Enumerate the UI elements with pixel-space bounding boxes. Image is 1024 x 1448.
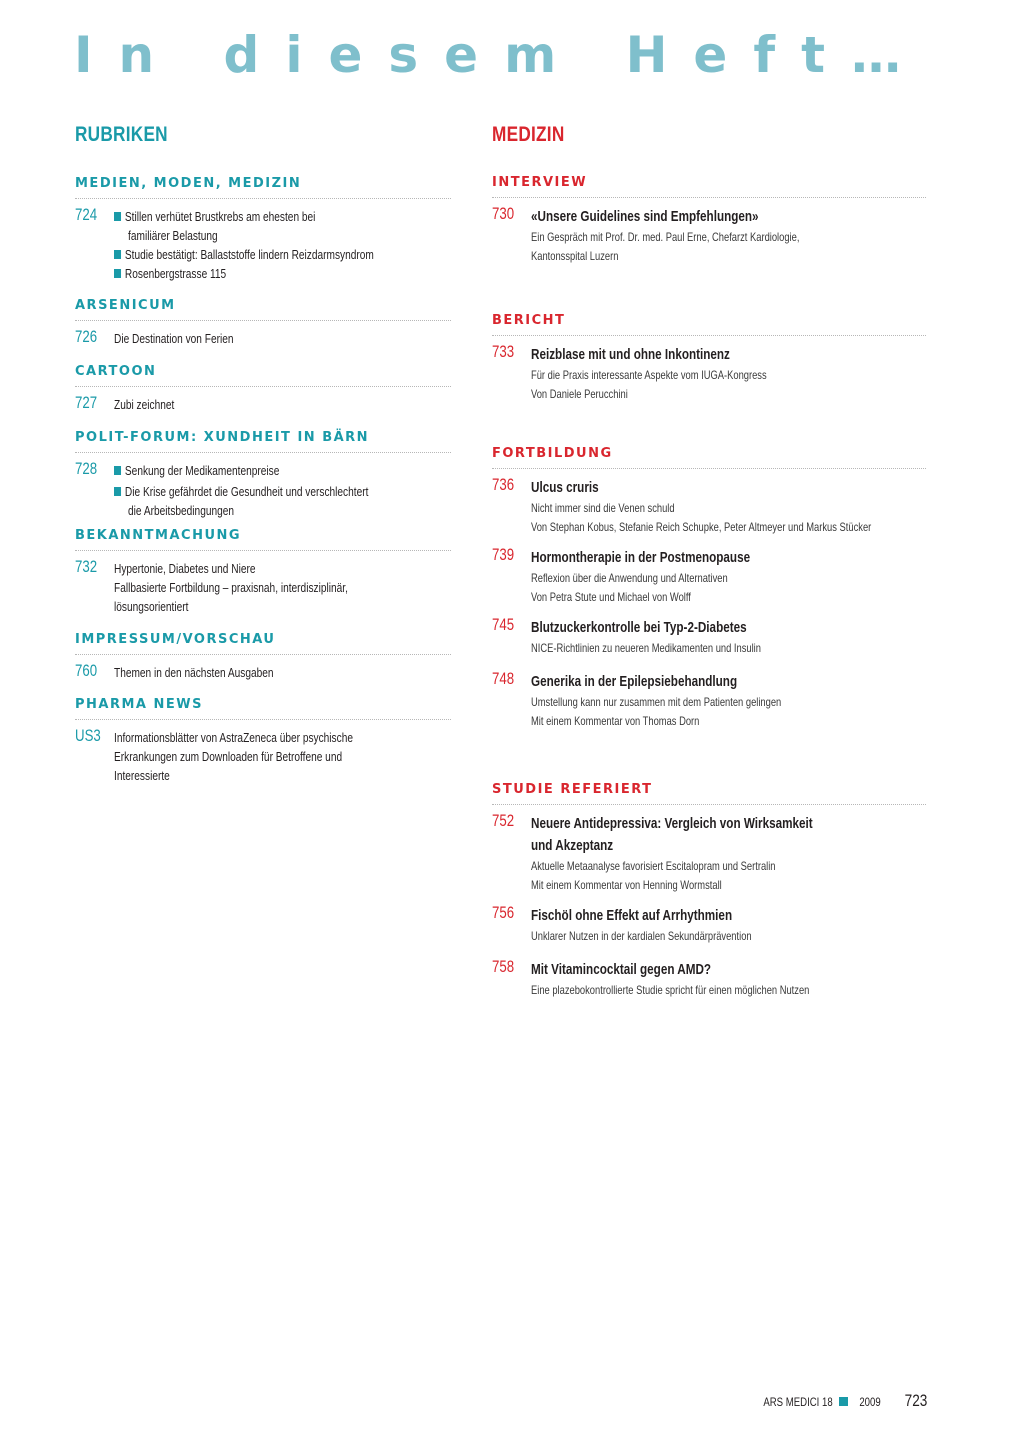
rubriken-heading: RUBRIKEN [75, 123, 168, 146]
entry-subline: Von Daniele Perucchini [531, 387, 628, 401]
section-bekanntmachung [75, 528, 451, 616]
entry-subline: Reflexion über die Anwendung und Alternativen [531, 571, 728, 585]
page-number: 727 [75, 393, 98, 412]
journal-name: ARS MEDICI 18 [763, 1395, 833, 1409]
entry-subline: Von Stephan Kobus, Stefanie Reich Schupke, Peter Altmeyer und Markus Stücker [531, 520, 872, 534]
page-number-footer: 723 [904, 1391, 927, 1410]
page-number: 733 [492, 342, 515, 361]
page-number: 752 [492, 811, 515, 830]
page-footer [746, 1391, 927, 1412]
page-number: 756 [492, 903, 515, 922]
bullet-square-icon [114, 269, 121, 278]
entry-subline: Unklarer Nutzen in der kardialen Sekundärprävention [531, 929, 752, 943]
section-interview [492, 175, 926, 266]
entry-line: Themen in den nächsten Ausgaben [114, 665, 274, 680]
entry-line: familiärer Belastung [128, 228, 218, 243]
entry-title: Reizblase mit und ohne Inkontinenz [531, 346, 730, 363]
entry-title: und Akzeptanz [531, 837, 614, 854]
entry-line: Hypertonie, Diabetes und Niere [114, 561, 256, 576]
entry-line: Rosenbergstrasse 115 [124, 266, 227, 281]
section-cartoon [75, 364, 451, 414]
toc-entry[interactable] [75, 329, 451, 348]
section-heading: INTERVIEW [492, 175, 926, 198]
section-studie-referiert [492, 782, 926, 1000]
entry-line: Fallbasierte Fortbildung – praxisnah, interdisziplinär, [114, 580, 348, 595]
entry-subline: Für die Praxis interessante Aspekte vom IUGA-Kongress [531, 368, 767, 382]
entry-subline: Umstellung kann nur zusammen mit dem Patienten gelingen [531, 695, 782, 709]
section-heading: MEDIEN, MODEN, MEDIZIN [75, 176, 451, 199]
section-heading: IMPRESSUM/VORSCHAU [75, 632, 451, 655]
entry-subline: Nicht immer sind die Venen schuld [531, 501, 675, 515]
entry-line: Erkrankungen zum Downloaden für Betroffene und [114, 749, 343, 764]
rubriken-column [75, 122, 451, 783]
toc-entry[interactable] [492, 206, 926, 266]
entry-subline: Aktuelle Metaanalyse favorisiert Escitalopram und Sertralin [531, 859, 776, 873]
toc-entry[interactable] [492, 959, 926, 1000]
entry-line: Senkung der Medikamentenpreise [124, 463, 280, 478]
entry-subline: NICE-Richtlinien zu neueren Medikamenten und Insulin [531, 641, 761, 655]
entry-line: Interessierte [114, 768, 170, 783]
toc-entry[interactable] [492, 547, 926, 607]
section-heading: STUDIE REFERIERT [492, 782, 926, 805]
entry-title: Blutzuckerkontrolle bei Typ-2-Diabetes [531, 619, 747, 636]
entry-subline: Mit einem Kommentar von Henning Wormstall [531, 878, 722, 892]
section-medien [75, 176, 451, 283]
page-title: In diesem Heft… [73, 26, 927, 84]
entry-line: Stillen verhütet Brustkrebs am ehesten bei [124, 209, 316, 224]
toc-entry[interactable] [75, 207, 451, 283]
section-heading: FORTBILDUNG [492, 446, 926, 469]
entry-title: Neuere Antidepressiva: Vergleich von Wirksamkeit [531, 815, 813, 832]
section-heading: BERICHT [492, 313, 926, 336]
bullet-square-icon [114, 212, 121, 221]
section-fortbildung [492, 446, 926, 731]
entry-title: Hormontherapie in der Postmenopause [531, 549, 751, 566]
section-impressum [75, 632, 451, 682]
entry-title: Fischöl ohne Effekt auf Arrhythmien [531, 907, 733, 924]
bullet-square-icon [114, 487, 121, 496]
section-heading: ARSENICUM [75, 298, 451, 321]
entry-title: Ulcus cruris [531, 479, 599, 496]
journal-year: 2009 [859, 1395, 881, 1409]
entry-title: Mit Vitamincocktail gegen AMD? [531, 961, 712, 978]
section-heading: POLIT-FORUM: XUNDHEIT IN BÄRN [75, 430, 451, 453]
toc-entry[interactable] [75, 559, 451, 616]
toc-entry[interactable] [492, 477, 926, 537]
section-heading: PHARMA NEWS [75, 697, 451, 720]
page-number: 728 [75, 459, 98, 478]
section-heading: BEKANNTMACHUNG [75, 528, 451, 551]
entry-line: Zubi zeichnet [114, 397, 175, 412]
page-number: 745 [492, 615, 515, 634]
toc-entry[interactable] [492, 671, 926, 731]
toc-entry[interactable] [492, 344, 926, 404]
toc-entry[interactable] [492, 813, 926, 895]
entry-subline: Mit einem Kommentar von Thomas Dorn [531, 714, 700, 728]
page-number: 732 [75, 557, 98, 576]
toc-entry[interactable] [75, 663, 451, 682]
bullet-square-icon [114, 466, 121, 475]
bullet-square-icon [114, 250, 121, 259]
entry-line: die Arbeitsbedingungen [128, 503, 235, 518]
section-polit-forum [75, 430, 451, 520]
entry-subline: Eine plazebokontrollierte Studie spricht für einen möglichen Nutzen [531, 983, 810, 997]
page-number: 748 [492, 669, 515, 688]
page-number: 760 [75, 661, 98, 680]
toc-entry[interactable] [492, 617, 926, 658]
entry-line: Die Krise gefährdet die Gesundheit und verschlechtert [124, 484, 369, 499]
entry-title: «Unsere Guidelines sind Empfehlungen» [531, 208, 759, 225]
entry-subline: Ein Gespräch mit Prof. Dr. med. Paul Erne, Chefarzt Kardiologie, [531, 230, 800, 244]
toc-entry[interactable] [75, 395, 451, 414]
entry-line: Informationsblätter von AstraZeneca über psychische [114, 730, 353, 745]
entry-line: Studie bestätigt: Ballaststoffe lindern Reizdarmsyndrom [124, 247, 374, 262]
toc-entry[interactable] [492, 905, 926, 946]
page-number: 726 [75, 327, 98, 346]
medizin-heading: MEDIZIN [492, 123, 565, 146]
entry-subline: Kantonsspital Luzern [531, 249, 619, 263]
entry-line: lösungsorientiert [114, 599, 189, 614]
page-number: 724 [75, 205, 98, 224]
footer-square-icon [839, 1397, 848, 1406]
page-number: 739 [492, 545, 515, 564]
page-number: US3 [75, 726, 101, 745]
toc-entry[interactable] [75, 461, 451, 520]
entry-line: Die Destination von Ferien [114, 331, 234, 346]
section-arsenicum [75, 298, 451, 348]
section-pharma-news [75, 697, 451, 785]
page-number: 730 [492, 204, 515, 223]
section-bericht [492, 313, 926, 404]
medizin-column [492, 122, 926, 997]
page-number: 736 [492, 475, 515, 494]
section-heading: CARTOON [75, 364, 451, 387]
page-number: 758 [492, 957, 515, 976]
entry-subline: Von Petra Stute und Michael von Wolff [531, 590, 691, 604]
toc-entry[interactable] [75, 728, 451, 785]
entry-title: Generika in der Epilepsiebehandlung [531, 673, 738, 690]
